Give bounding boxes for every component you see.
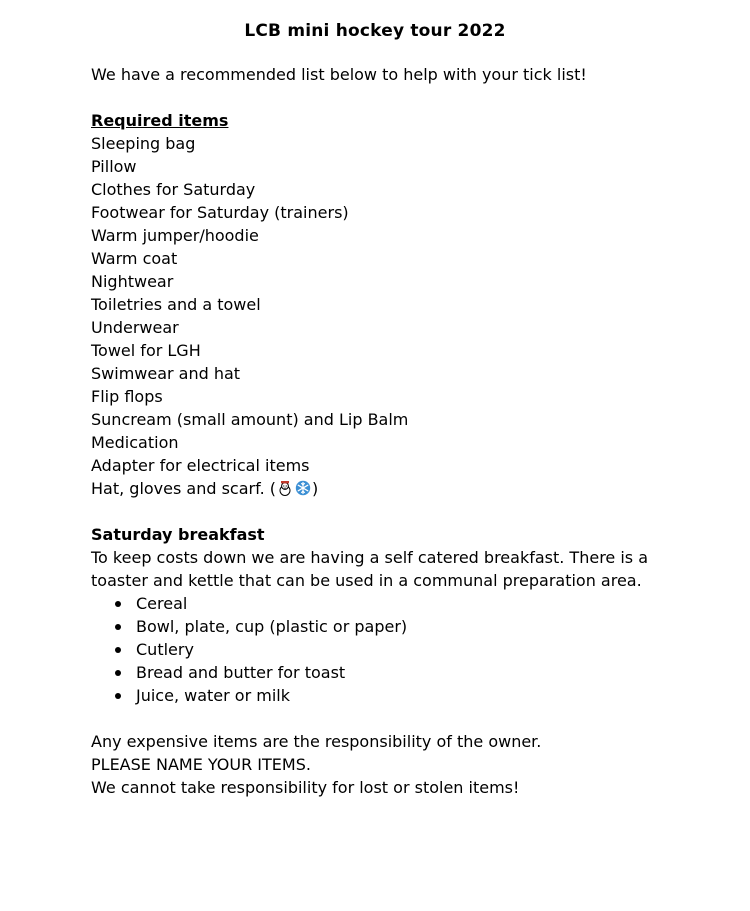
required-items-heading: Required items — [91, 111, 229, 130]
closing-line: PLEASE NAME YOUR ITEMS. — [91, 755, 311, 774]
list-item: Footwear for Saturday (trainers) — [91, 203, 349, 222]
list-item-winter-wear — [91, 477, 691, 500]
required-items-list — [91, 132, 691, 500]
list-item: Towel for LGH — [91, 341, 201, 360]
page-title: LCB mini hockey tour 2022 — [244, 21, 506, 41]
list-item: Adapter for electrical items — [91, 456, 310, 475]
list-item-label: Cereal — [136, 594, 188, 613]
intro-text: We have a recommended list below to help with your tick list! — [91, 65, 587, 84]
list-item: Underwear — [91, 318, 179, 337]
bullet-icon — [115, 647, 121, 653]
closing-notes — [91, 730, 691, 799]
list-item — [91, 661, 691, 684]
bullet-icon — [115, 624, 121, 630]
breakfast-list — [91, 592, 691, 707]
winter-icons — [276, 479, 312, 498]
list-item: Sleeping bag — [91, 134, 196, 153]
breakfast-description: To keep costs down we are having a self catered breakfast. There is a toaster and kettle that can be used in a communal preparation area. — [91, 548, 649, 590]
breakfast-section — [91, 523, 691, 707]
list-item: Clothes for Saturday — [91, 180, 256, 199]
list-item — [91, 638, 691, 661]
bullet-icon — [115, 670, 121, 676]
snowflake-icon — [295, 480, 311, 496]
breakfast-heading: Saturday breakfast — [91, 525, 265, 544]
bullet-icon — [115, 601, 121, 607]
list-item: Flip flops — [91, 387, 163, 406]
list-item: Nightwear — [91, 272, 174, 291]
closing-line: Any expensive items are the responsibility of the owner. — [91, 732, 542, 751]
closing-line: We cannot take responsibility for lost or stolen items! — [91, 778, 520, 797]
list-item-label: Cutlery — [136, 640, 194, 659]
list-item-label: Juice, water or milk — [136, 686, 290, 705]
list-item: Warm jumper/hoodie — [91, 226, 259, 245]
document-body — [91, 63, 691, 799]
list-item — [91, 684, 691, 707]
list-item — [91, 615, 691, 638]
winter-wear-close: ) — [312, 479, 319, 498]
list-item: Pillow — [91, 157, 137, 176]
list-item: Toiletries and a towel — [91, 295, 261, 314]
list-item: Swimwear and hat — [91, 364, 241, 383]
snowman-icon — [277, 480, 293, 496]
list-item: Medication — [91, 433, 179, 452]
list-item — [91, 592, 691, 615]
list-item-label: Bread and butter for toast — [136, 663, 346, 682]
list-item: Warm coat — [91, 249, 178, 268]
list-item: Suncream (small amount) and Lip Balm — [91, 410, 409, 429]
winter-wear-text: Hat, gloves and scarf. ( — [91, 479, 276, 498]
bullet-icon — [115, 693, 121, 699]
list-item-label: Bowl, plate, cup (plastic or paper) — [136, 617, 408, 636]
